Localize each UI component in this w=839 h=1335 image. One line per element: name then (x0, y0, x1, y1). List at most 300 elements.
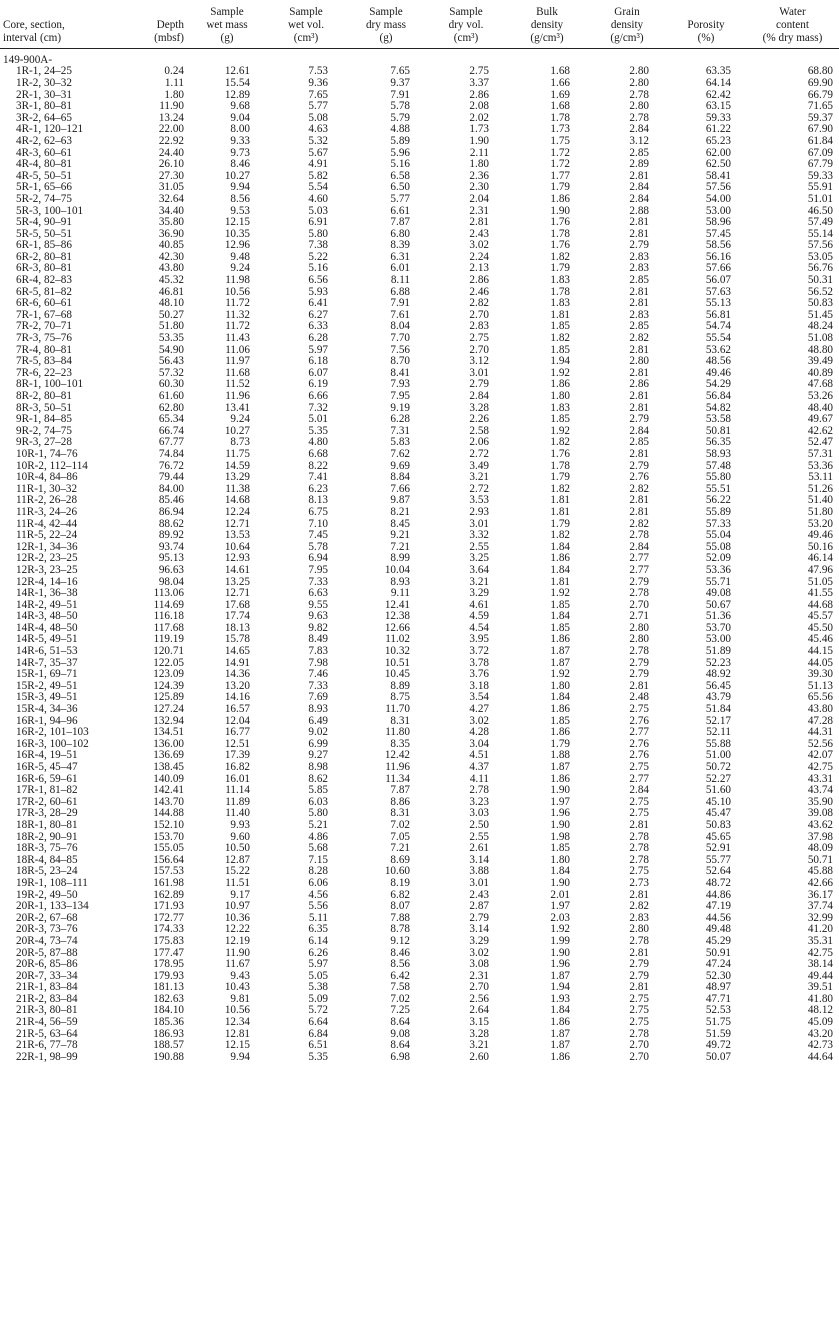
dry-vol-cell: 2.82 (469, 298, 489, 310)
porosity-cell: 49.72 (705, 1040, 731, 1052)
wet-mass-cell: 13.29 (224, 472, 250, 484)
porosity-cell: 44.56 (705, 912, 731, 924)
dry-mass-cell: 8.21 (390, 506, 410, 518)
dry-mass-cell: 7.02 (390, 993, 410, 1005)
depth-cell: 40.85 (158, 240, 184, 252)
wet-mass-cell: 12.22 (224, 924, 250, 936)
wet-mass-cell: 9.60 (230, 831, 250, 843)
dry-vol-cell: 3.23 (469, 796, 489, 808)
dry-vol-cell: 2.87 (469, 901, 489, 913)
core-section-cell: 16R-3, 100–102 (16, 738, 89, 750)
table-row (0, 391, 839, 403)
depth-cell: 186.93 (153, 1028, 184, 1040)
core-section-cell: 15R-3, 49–51 (16, 692, 78, 704)
wet-vol-cell: 9.27 (308, 750, 328, 762)
core-section-cell: 12R-4, 14–16 (16, 576, 78, 588)
wet-mass-cell: 10.97 (224, 901, 250, 913)
water-content-cell: 41.55 (807, 588, 833, 600)
grain-density-cell: 2.75 (629, 993, 649, 1005)
core-section-cell: 6R-4, 82–83 (16, 275, 72, 287)
core-section-cell: 10R-4, 84–86 (16, 472, 78, 484)
depth-cell: 122.05 (153, 657, 184, 669)
header-line: wet vol. (287, 18, 325, 31)
wet-mass-cell: 12.34 (224, 1017, 250, 1029)
dry-mass-cell: 7.93 (390, 379, 410, 391)
wet-vol-cell: 8.98 (308, 762, 328, 774)
wet-vol-cell: 5.85 (308, 785, 328, 797)
dry-mass-cell: 6.01 (390, 263, 410, 275)
wet-mass-cell: 14.16 (224, 692, 250, 704)
core-section-cell: 12R-3, 23–25 (16, 564, 78, 576)
porosity-cell: 51.89 (705, 646, 731, 658)
porosity-cell: 48.72 (705, 877, 731, 889)
wet-mass-cell: 9.48 (230, 251, 250, 263)
dry-mass-cell: 8.39 (390, 240, 410, 252)
dry-mass-cell: 4.88 (390, 124, 410, 136)
dry-mass-cell: 11.34 (385, 773, 410, 785)
grain-density-cell: 2.80 (629, 77, 649, 89)
water-content-cell: 37.74 (807, 901, 833, 913)
bulk-density-cell: 1.94 (550, 982, 570, 994)
wet-mass-cell: 10.36 (224, 912, 250, 924)
bulk-density-header (506, 6, 588, 49)
table-row (0, 356, 839, 368)
depth-cell: 156.64 (153, 854, 184, 866)
wet-vol-cell: 5.80 (308, 228, 328, 240)
water-content-cell: 43.74 (807, 785, 833, 797)
wet-vol-cell: 5.54 (308, 182, 328, 194)
grain-density-cell: 2.81 (629, 217, 649, 229)
table-row (0, 66, 839, 78)
dry-mass-cell: 9.11 (390, 588, 410, 600)
depth-cell: 32.64 (158, 193, 184, 205)
dry-vol-cell: 3.64 (469, 564, 489, 576)
core-section-cell: 20R-5, 87–88 (16, 947, 78, 959)
porosity-cell: 57.56 (705, 182, 731, 194)
bulk-density-cell: 1.96 (550, 808, 570, 820)
bulk-density-cell: 1.85 (550, 344, 570, 356)
water-content-cell: 42.07 (807, 750, 833, 762)
grain-density-cell: 2.70 (629, 1040, 649, 1052)
porosity-cell: 50.83 (705, 819, 731, 831)
wet-vol-cell: 6.66 (308, 391, 328, 403)
grain-density-cell: 2.48 (629, 692, 649, 704)
dry-vol-cell: 4.37 (469, 762, 489, 774)
table-row (0, 797, 839, 809)
porosity-cell: 58.56 (705, 240, 731, 252)
porosity-cell: 53.58 (705, 414, 731, 426)
wet-mass-cell: 9.33 (230, 135, 250, 147)
grain-density-cell: 2.88 (629, 205, 649, 217)
table-header (0, 6, 839, 49)
water-content-cell: 50.31 (807, 275, 833, 287)
dry-vol-cell: 2.26 (469, 414, 489, 426)
bulk-density-cell: 1.81 (550, 495, 570, 507)
porosity-cell: 55.77 (705, 854, 731, 866)
wet-vol-cell: 7.10 (308, 518, 328, 530)
dry-mass-cell: 7.95 (390, 391, 410, 403)
bulk-density-cell: 1.84 (550, 564, 570, 576)
porosity-cell: 45.29 (705, 935, 731, 947)
dry-vol-cell: 2.08 (469, 101, 489, 113)
water-content-cell: 48.80 (807, 344, 833, 356)
bulk-density-cell: 1.85 (550, 321, 570, 333)
wet-mass-cell: 11.98 (225, 275, 250, 287)
table-row (0, 90, 839, 102)
dry-vol-cell: 3.01 (469, 518, 489, 530)
wet-mass-cell: 11.90 (225, 947, 250, 959)
table-row (0, 553, 839, 565)
header-line: (mbsf) (154, 31, 184, 44)
porosity-cell: 49.08 (705, 588, 731, 600)
porosity-cell: 49.46 (705, 367, 731, 379)
table-row (0, 623, 839, 635)
porosity-cell: 47.19 (705, 901, 731, 913)
core-section-cell: 14R-5, 49–51 (16, 634, 78, 646)
grain-density-cell: 2.80 (629, 101, 649, 113)
wet-mass-cell: 13.41 (224, 402, 250, 414)
depth-cell: 119.19 (153, 634, 184, 646)
bulk-density-cell: 1.82 (550, 530, 570, 542)
depth-cell: 1.80 (164, 89, 184, 101)
grain-density-cell: 2.81 (629, 402, 649, 414)
porosity-cell: 55.89 (705, 506, 731, 518)
porosity-cell: 51.00 (705, 750, 731, 762)
grain-density-cell: 2.79 (629, 669, 649, 681)
depth-cell: 57.32 (158, 367, 184, 379)
grain-density-cell: 2.78 (629, 831, 649, 843)
bulk-density-cell: 1.92 (550, 425, 570, 437)
core-section-cell: 1R-1, 24–25 (16, 66, 72, 78)
wet-mass-cell: 12.04 (224, 715, 250, 727)
wet-vol-cell: 5.22 (308, 251, 328, 263)
dry-mass-cell: 8.84 (390, 472, 410, 484)
dry-mass-cell: 6.61 (390, 205, 410, 217)
dry-vol-cell: 3.08 (469, 959, 489, 971)
grain-density-cell: 2.81 (629, 391, 649, 403)
dry-mass-cell: 10.60 (384, 866, 410, 878)
porosity-cell: 61.22 (705, 124, 731, 136)
porosity-cell: 62.50 (705, 159, 731, 171)
bulk-density-cell: 1.81 (550, 309, 570, 321)
water-content-cell: 39.08 (807, 808, 833, 820)
water-content-cell: 51.08 (807, 333, 833, 345)
dry-vol-cell: 3.02 (469, 715, 489, 727)
water-content-cell: 43.31 (807, 773, 833, 785)
dry-mass-cell: 5.83 (390, 437, 410, 449)
table-row (0, 774, 839, 786)
dry-vol-cell: 2.43 (469, 228, 489, 240)
dry-mass-cell: 8.69 (390, 854, 410, 866)
depth-cell: 61.60 (158, 391, 184, 403)
core-section-cell: 6R-1, 85–86 (16, 240, 72, 252)
depth-cell: 46.81 (158, 286, 184, 298)
wet-mass-cell: 11.43 (225, 333, 250, 345)
depth-cell: 65.34 (158, 414, 184, 426)
table-row (0, 843, 839, 855)
dry-vol-cell: 2.61 (469, 843, 489, 855)
dry-vol-cell: 2.55 (469, 541, 489, 553)
bulk-density-cell: 1.84 (550, 611, 570, 623)
bulk-density-cell: 1.96 (550, 959, 570, 971)
dry-mass-cell: 6.98 (390, 1051, 410, 1063)
depth-cell: 123.09 (153, 669, 184, 681)
bulk-density-cell: 1.79 (550, 518, 570, 530)
porosity-cell: 55.04 (705, 530, 731, 542)
core-section-cell: 20R-2, 67–68 (16, 912, 78, 924)
dry-vol-cell: 2.31 (469, 970, 489, 982)
wet-vol-cell: 6.23 (308, 483, 328, 495)
dry-mass-cell: 8.89 (390, 680, 410, 692)
table-row (0, 426, 839, 438)
grain-density-cell: 2.76 (629, 738, 649, 750)
table-body (0, 49, 839, 1064)
dry-mass-cell: 5.77 (390, 193, 410, 205)
wet-vol-cell: 5.32 (308, 135, 328, 147)
bulk-density-cell: 1.84 (550, 866, 570, 878)
dry-mass-cell: 6.82 (390, 889, 410, 901)
dry-mass-cell: 12.66 (384, 622, 410, 634)
header-line: Porosity (687, 18, 725, 31)
bulk-density-cell: 1.85 (550, 843, 570, 855)
dry-vol-cell: 2.46 (469, 286, 489, 298)
water-content-cell: 44.68 (807, 599, 833, 611)
grain-density-cell: 2.80 (629, 356, 649, 368)
core-section-cell: 3R-1, 80–81 (16, 101, 72, 113)
depth-cell: 22.92 (158, 135, 184, 147)
dry-mass-cell: 8.35 (390, 738, 410, 750)
depth-cell: 43.80 (158, 263, 184, 275)
table-row (0, 855, 839, 867)
depth-cell: 188.57 (153, 1040, 184, 1052)
dry-mass-cell: 7.05 (390, 831, 410, 843)
water-content-cell: 40.89 (807, 367, 833, 379)
dry-vol-cell: 3.14 (469, 854, 489, 866)
table-row (0, 994, 839, 1006)
grain-density-cell: 2.85 (629, 321, 649, 333)
core-section-cell: 17R-1, 81–82 (16, 785, 78, 797)
porosity-cell: 45.10 (705, 796, 731, 808)
porosity-cell: 50.07 (705, 1051, 731, 1063)
dry-vol-cell: 3.14 (469, 924, 489, 936)
wet-mass-cell: 9.24 (230, 414, 250, 426)
core-section-cell: 21R-4, 56–59 (16, 1017, 78, 1029)
core-section-cell: 18R-1, 80–81 (16, 819, 78, 831)
wet-mass-cell: 9.53 (230, 205, 250, 217)
dry-vol-cell: 2.43 (469, 889, 489, 901)
water-content-cell: 52.47 (807, 437, 833, 449)
table-row (0, 461, 839, 473)
water-content-cell: 59.33 (807, 170, 833, 182)
water-content-cell: 55.91 (807, 182, 833, 194)
wet-vol-cell: 7.45 (308, 530, 328, 542)
grain-density-cell: 2.75 (629, 866, 649, 878)
dry-mass-cell: 8.64 (390, 1017, 410, 1029)
table-row (0, 785, 839, 797)
depth-cell: 142.41 (153, 785, 184, 797)
table-row (0, 982, 839, 994)
porosity-cell: 52.30 (705, 970, 731, 982)
table-row (0, 878, 839, 890)
grain-density-cell: 2.84 (629, 541, 649, 553)
dry-vol-cell: 4.59 (469, 611, 489, 623)
core-section-cell: 21R-1, 83–84 (16, 982, 78, 994)
table-row (0, 716, 839, 728)
wet-mass-cell: 12.81 (224, 1028, 250, 1040)
grain-density-cell: 2.78 (629, 935, 649, 947)
dry-vol-cell: 3.12 (469, 356, 489, 368)
grain-density-cell: 2.78 (629, 112, 649, 124)
dry-vol-cell: 3.21 (469, 1040, 489, 1052)
header-line: Sample (289, 6, 323, 18)
water-content-cell: 46.50 (807, 205, 833, 217)
core-section-cell: 14R-2, 49–51 (16, 599, 78, 611)
core-section-cell: 6R-6, 60–61 (16, 298, 72, 310)
bulk-density-cell: 1.85 (550, 414, 570, 426)
core-section-cell: 22R-1, 98–99 (16, 1051, 78, 1063)
dry-vol-header (426, 6, 506, 49)
porosity-cell: 53.00 (705, 634, 731, 646)
core-section-cell: 7R-4, 80–81 (16, 344, 72, 356)
grain-density-cell: 2.76 (629, 715, 649, 727)
header-line: (%) (697, 31, 715, 44)
porosity-header (666, 6, 746, 49)
bulk-density-cell: 1.80 (550, 391, 570, 403)
core-section-cell: 6R-5, 81–82 (16, 286, 72, 298)
table-row (0, 379, 839, 391)
bulk-density-cell: 1.76 (550, 448, 570, 460)
porosity-cell: 56.35 (705, 437, 731, 449)
water-content-cell: 55.14 (807, 228, 833, 240)
wet-mass-cell: 9.68 (230, 101, 250, 113)
grain-density-cell: 2.79 (629, 460, 649, 472)
bulk-density-cell: 1.85 (550, 599, 570, 611)
depth-cell: 34.40 (158, 205, 184, 217)
wet-vol-cell: 6.99 (308, 738, 328, 750)
grain-density-cell: 2.84 (629, 182, 649, 194)
wet-vol-cell: 7.38 (308, 240, 328, 252)
core-section-cell: 11R-5, 22–24 (16, 530, 78, 542)
header-line: density (610, 18, 644, 31)
depth-cell: 136.69 (153, 750, 184, 762)
porosity-cell: 56.22 (705, 495, 731, 507)
wet-vol-cell: 5.78 (308, 541, 328, 553)
grain-density-cell: 2.71 (629, 611, 649, 623)
bulk-density-cell: 1.84 (550, 1005, 570, 1017)
grain-density-cell: 2.81 (629, 286, 649, 298)
header-line: Sample (369, 6, 403, 18)
wet-mass-cell: 12.71 (224, 518, 250, 530)
water-content-cell: 59.37 (807, 112, 833, 124)
dry-vol-cell: 3.88 (469, 866, 489, 878)
wet-vol-cell: 7.41 (308, 472, 328, 484)
core-section-cell: 11R-3, 24–26 (16, 506, 78, 518)
dry-vol-cell: 3.78 (469, 657, 489, 669)
wet-mass-cell: 11.32 (225, 309, 250, 321)
table-row (0, 808, 839, 820)
core-section-cell: 16R-5, 45–47 (16, 762, 78, 774)
porosity-cell: 47.71 (705, 993, 731, 1005)
dry-mass-cell: 5.79 (390, 112, 410, 124)
dry-vol-cell: 2.55 (469, 831, 489, 843)
porosity-cell: 52.91 (705, 843, 731, 855)
water-content-cell: 66.79 (807, 89, 833, 101)
bulk-density-cell: 1.80 (550, 680, 570, 692)
wet-vol-cell: 5.97 (308, 959, 328, 971)
dry-vol-cell: 2.81 (469, 217, 489, 229)
dry-mass-cell: 7.25 (390, 1005, 410, 1017)
bulk-density-cell: 1.72 (550, 159, 570, 171)
porosity-cell: 52.27 (705, 773, 731, 785)
wet-vol-cell: 7.15 (308, 854, 328, 866)
dry-mass-cell: 7.61 (390, 309, 410, 321)
depth-cell: 76.72 (158, 460, 184, 472)
porosity-cell: 51.59 (705, 1028, 731, 1040)
wet-vol-cell: 6.26 (308, 947, 328, 959)
depth-cell: 13.24 (158, 112, 184, 124)
water-content-cell: 32.99 (807, 912, 833, 924)
wet-mass-cell: 16.01 (224, 773, 250, 785)
bulk-density-cell: 1.97 (550, 796, 570, 808)
bulk-density-cell: 1.88 (550, 750, 570, 762)
wet-mass-cell: 14.61 (224, 564, 250, 576)
wet-mass-cell: 17.68 (224, 599, 250, 611)
grain-density-cell: 2.85 (629, 275, 649, 287)
porosity-cell: 62.42 (705, 89, 731, 101)
grain-density-cell: 2.77 (629, 773, 649, 785)
depth-cell: 143.70 (153, 796, 184, 808)
table-row (0, 924, 839, 936)
bulk-density-cell: 1.86 (550, 1017, 570, 1029)
dry-vol-cell: 3.03 (469, 808, 489, 820)
core-section-cell: 12R-1, 34–36 (16, 541, 78, 553)
dry-mass-cell: 7.21 (390, 843, 410, 855)
table-row (0, 136, 839, 148)
dry-vol-cell: 2.86 (469, 275, 489, 287)
dry-mass-cell: 7.21 (390, 541, 410, 553)
grain-density-cell: 2.79 (629, 240, 649, 252)
porosity-cell: 51.84 (705, 704, 731, 716)
header-line: Bulk (536, 6, 558, 18)
wet-vol-cell: 8.28 (308, 866, 328, 878)
wet-mass-cell: 12.15 (224, 1040, 250, 1052)
bulk-density-cell: 1.86 (550, 553, 570, 565)
bulk-density-cell: 1.86 (550, 727, 570, 739)
wet-mass-cell: 11.96 (225, 391, 250, 403)
dry-mass-cell: 8.31 (390, 808, 410, 820)
water-content-cell: 42.66 (807, 877, 833, 889)
wet-vol-cell: 6.75 (308, 506, 328, 518)
wet-vol-cell: 8.62 (308, 773, 328, 785)
porosity-cell: 54.29 (705, 379, 731, 391)
depth-cell: 54.90 (158, 344, 184, 356)
wet-vol-cell: 6.18 (308, 356, 328, 368)
grain-density-cell: 2.81 (629, 228, 649, 240)
porosity-cell: 64.14 (705, 77, 731, 89)
dry-mass-header (346, 6, 426, 49)
bulk-density-cell: 1.68 (550, 101, 570, 113)
grain-density-cell: 2.89 (629, 159, 649, 171)
depth-cell: 66.74 (158, 425, 184, 437)
table-row (0, 1052, 839, 1064)
wet-mass-cell: 12.89 (224, 89, 250, 101)
wet-mass-cell: 15.54 (224, 77, 250, 89)
dry-vol-cell: 2.11 (469, 147, 489, 159)
table-row (0, 971, 839, 983)
table-row (0, 658, 839, 670)
dry-mass-cell: 8.19 (390, 877, 410, 889)
core-section-cell: 4R-4, 80–81 (16, 159, 72, 171)
